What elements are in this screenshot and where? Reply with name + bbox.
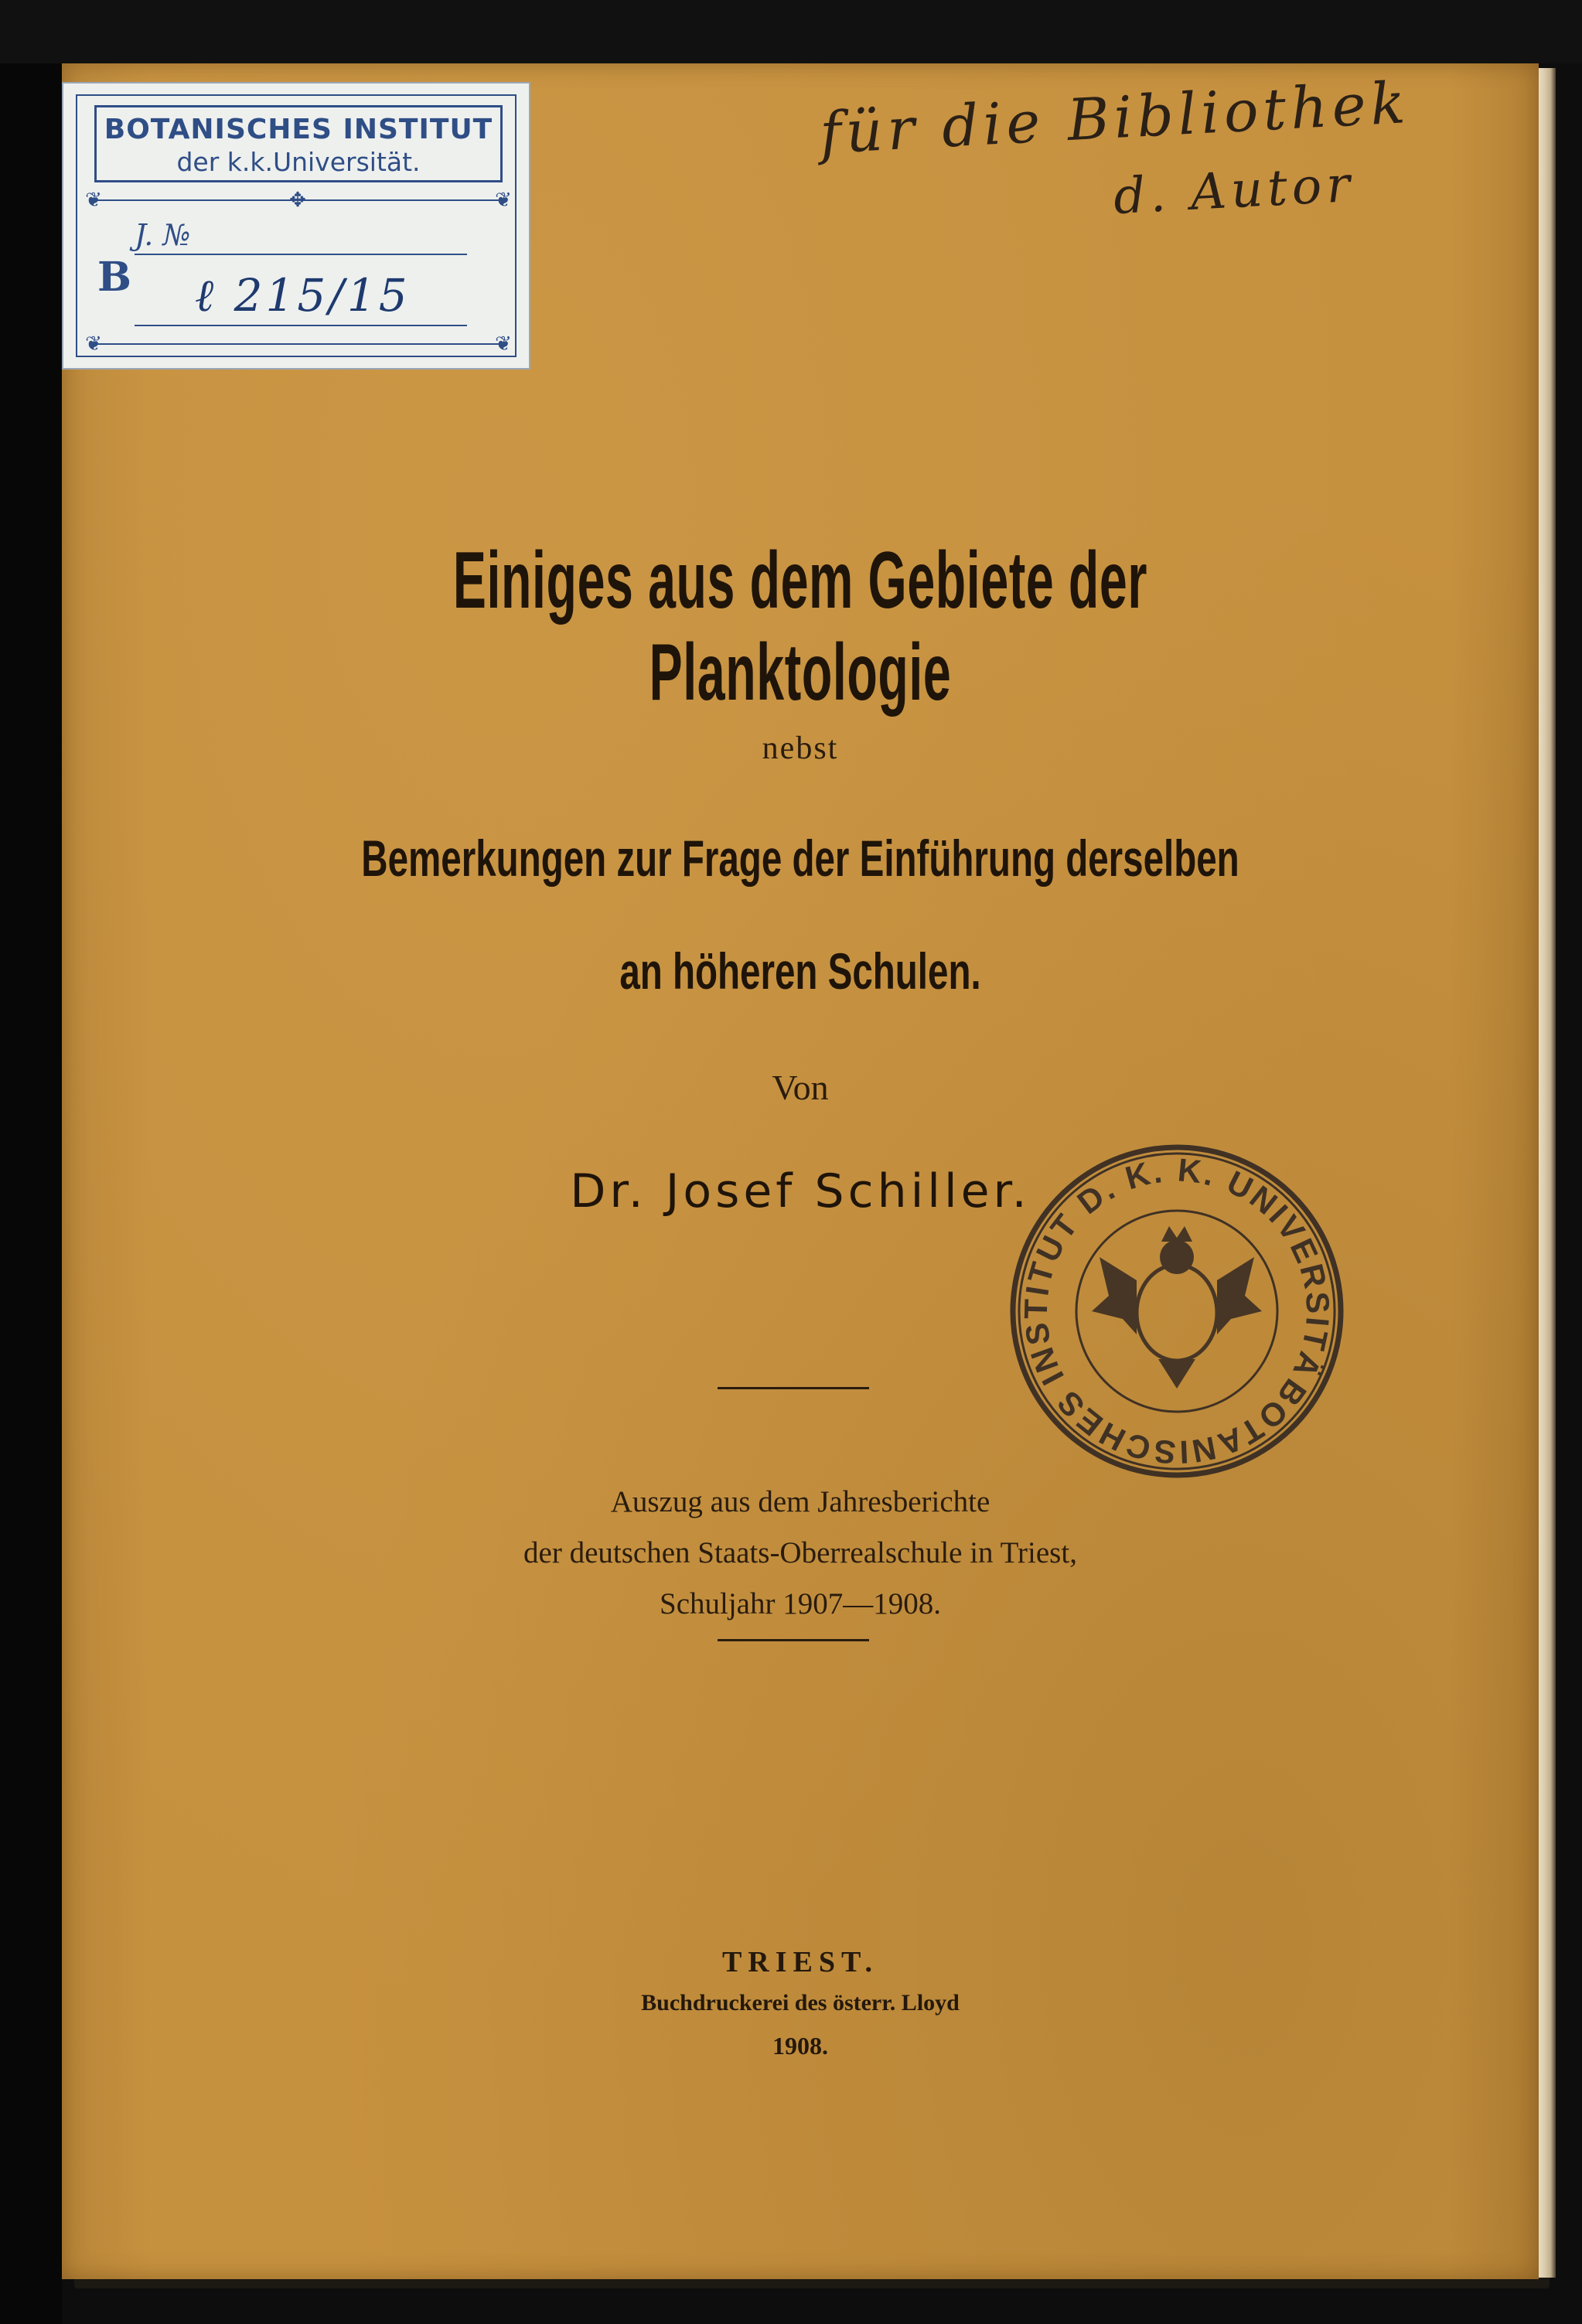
library-label <box>62 82 530 370</box>
cover-conjunction: nebst <box>762 731 839 766</box>
divider-rule <box>718 1639 869 1641</box>
cover-title: Einiges aus dem Gebiete der Planktologie <box>452 536 1148 717</box>
svg-text:BOTANISCHES INSTITUT D. K. K. <box>1007 1141 1347 1481</box>
label-header <box>94 105 503 182</box>
ornament-icon: ✥ <box>289 189 306 212</box>
label-line <box>135 325 467 326</box>
cover-by: Von <box>772 1068 829 1107</box>
cover-subtitle-line-1: Bemerkungen zur Frage der Einführung derselben <box>361 830 1239 887</box>
handwritten-dedication: für die Bibliothek <box>818 70 1412 167</box>
imprint-year: 1908. <box>772 2032 828 2060</box>
ornament-icon: ❦ <box>495 332 512 356</box>
label-line <box>135 254 467 255</box>
extract-line-3: Schuljahr 1907—1908. <box>660 1587 941 1620</box>
ornament-icon: ❦ <box>85 332 102 356</box>
extract-line-1: Auszug aus dem Jahresberichte <box>610 1485 990 1518</box>
eagle-emblem-icon <box>1092 1226 1262 1389</box>
label-number: ℓ 215/15 <box>195 269 411 322</box>
cover-subtitle-line-2: an höheren Schulen. <box>619 942 981 1000</box>
cover-author: Dr. Josef Schiller. <box>570 1164 1031 1218</box>
label-letter: B <box>97 254 131 301</box>
divider-rule <box>718 1387 869 1389</box>
extract-line-2: der deutschen Staats-Oberrealschule in Triest, <box>523 1536 1077 1569</box>
institute-stamp <box>1007 1141 1347 1481</box>
background-top <box>0 0 1582 63</box>
label-divider-bottom <box>94 343 503 345</box>
ornament-icon: ❦ <box>85 189 102 212</box>
background-left-rail <box>0 0 62 2324</box>
book-cover <box>62 63 1539 2279</box>
stamp-text: BOTANISCHES INSTITUT D. K. K. UNIVERSITÄT <box>1017 1151 1337 1471</box>
ornament-icon: ❦ <box>495 189 512 212</box>
page-edges <box>1539 68 1556 2278</box>
label-institute: BOTANISCHES INSTITUT <box>104 114 493 145</box>
label-university: der k.k.Universität. <box>176 147 421 177</box>
imprint-printer: Buchdruckerei des österr. Lloyd <box>641 1990 960 2016</box>
handwritten-signature: d. Autor <box>1112 155 1356 227</box>
label-number-prefix: J. № <box>135 218 191 252</box>
imprint-city: TRIEST. <box>721 1946 879 1978</box>
